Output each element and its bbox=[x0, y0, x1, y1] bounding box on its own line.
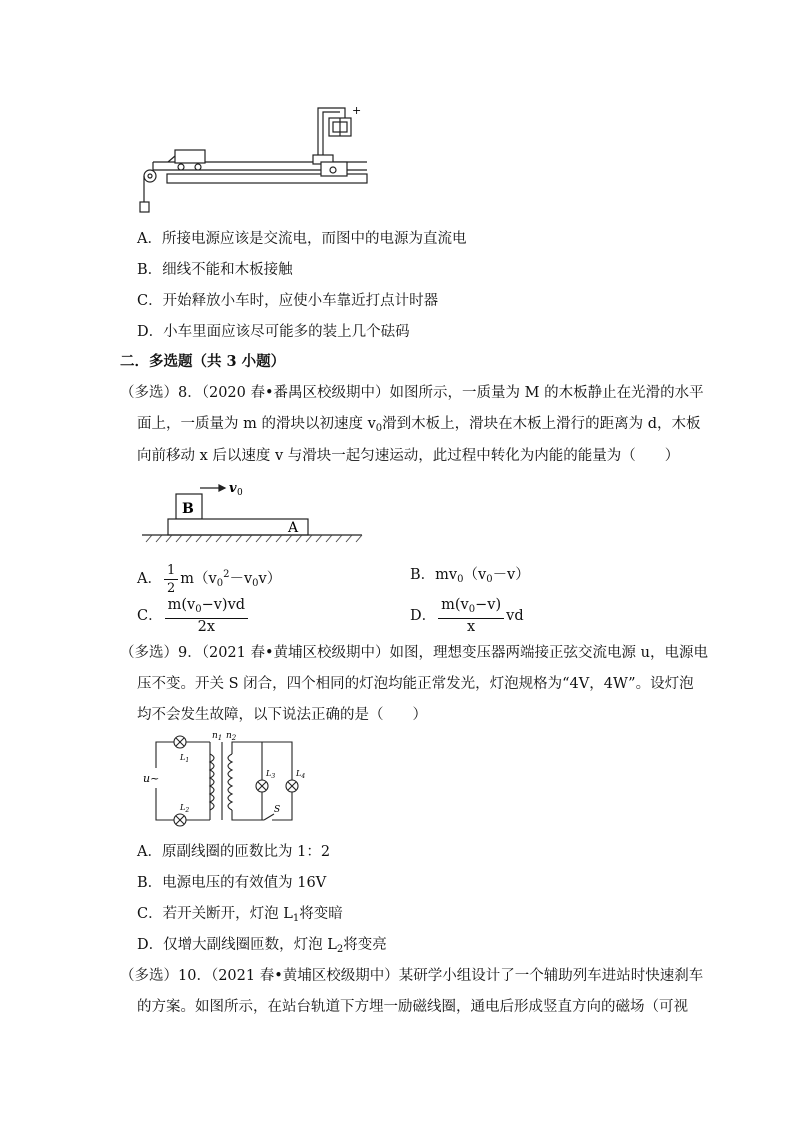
transformer-circuit-figure bbox=[140, 730, 310, 832]
block-b-label: B bbox=[182, 501, 194, 517]
section-title: 二．多选题（共 3 小题） bbox=[120, 353, 286, 370]
q9-line2: 压不变。开关 S 闭合，四个相同的灯泡均能正常发光，灯泡规格为“4V，4W”。设灯泡 bbox=[137, 676, 694, 692]
l3-label: $L_3$ bbox=[266, 769, 276, 780]
q7-option-a: A．所接电源应该是交流电，而图中的电源为直流电 bbox=[137, 231, 467, 247]
q8-option-c: C． $\frac{m(v_0-v)vd}{2x}$ bbox=[137, 596, 250, 636]
q8-line1: （多选）8．（2020 春•番禺区校级期中）如图所示，一质量为 M 的木板静止在光滑的水平 bbox=[120, 385, 704, 401]
q9-option-b: B．电源电压的有效值为 16V bbox=[137, 875, 327, 891]
switch-s-label: S bbox=[274, 805, 281, 815]
q7-option-b: B．细线不能和木板接触 bbox=[137, 262, 293, 278]
q8-option-b: B．$mv_0(v_0-v)$ bbox=[410, 567, 530, 585]
q9-option-a: A．原副线圈的匝数比为 1：2 bbox=[137, 844, 331, 860]
l2-label: $L_2$ bbox=[180, 803, 190, 814]
cart-timer-figure bbox=[135, 98, 370, 218]
block-board-figure bbox=[140, 478, 370, 548]
q10-line1: （多选）10．（2021 春•黄埔区校级期中）某研学小组设计了一个辅助列车进站时快速刹车 bbox=[120, 968, 704, 984]
q9-option-d: D．仅增大副线圈匝数，灯泡 $L_2$将变亮 bbox=[137, 937, 387, 955]
u-source-label: u~ bbox=[143, 772, 160, 785]
board-a-label: A bbox=[288, 520, 299, 536]
l1-label: $L_1$ bbox=[180, 753, 190, 764]
q10-line2: 的方案。如图所示，在站台轨道下方埋一励磁线圈，通电后形成竖直方向的磁场（可视 bbox=[137, 999, 688, 1015]
q7-option-c: C．开始释放小车时，应使小车靠近打点计时器 bbox=[137, 293, 439, 309]
q9-option-c: C．若开关断开，灯泡 $L_1$将变暗 bbox=[137, 906, 343, 924]
n2-label: $n_2$ bbox=[226, 731, 237, 742]
q9-line1: （多选）9．（2021 春•黄埔区校级期中）如图，理想变压器两端接正弦交流电源 u，电源电 bbox=[120, 645, 708, 661]
q8-option-a: A． $\frac{1}{2}$ $m(v_0^2-v_0v)$ bbox=[137, 562, 282, 596]
q8-line3: 向前移动 x 后以速度 v 与滑块一起匀速运动，此过程中转化为内能的能量为（ ） bbox=[137, 448, 680, 464]
velocity-label: v bbox=[229, 481, 237, 496]
plus-sign: + bbox=[352, 104, 362, 117]
n1-label: $n_1$ bbox=[212, 731, 223, 742]
q8-option-d: D． $\frac{m(v_0-v)}{x}$ vd bbox=[410, 596, 524, 635]
q8-line2: 面上，一质量为 m 的滑块以初速度 $v_0$滑到木板上，滑块在木板上滑行的距离为 d，木板 bbox=[137, 416, 701, 434]
q9-line3: 均不会发生故障，以下说法正确的是（ ） bbox=[137, 707, 427, 723]
l4-label: $L_4$ bbox=[296, 769, 306, 780]
q7-option-d: D．小车里面应该尽可能多的装上几个砝码 bbox=[137, 324, 410, 340]
velocity-subscript: 0 bbox=[237, 488, 243, 498]
